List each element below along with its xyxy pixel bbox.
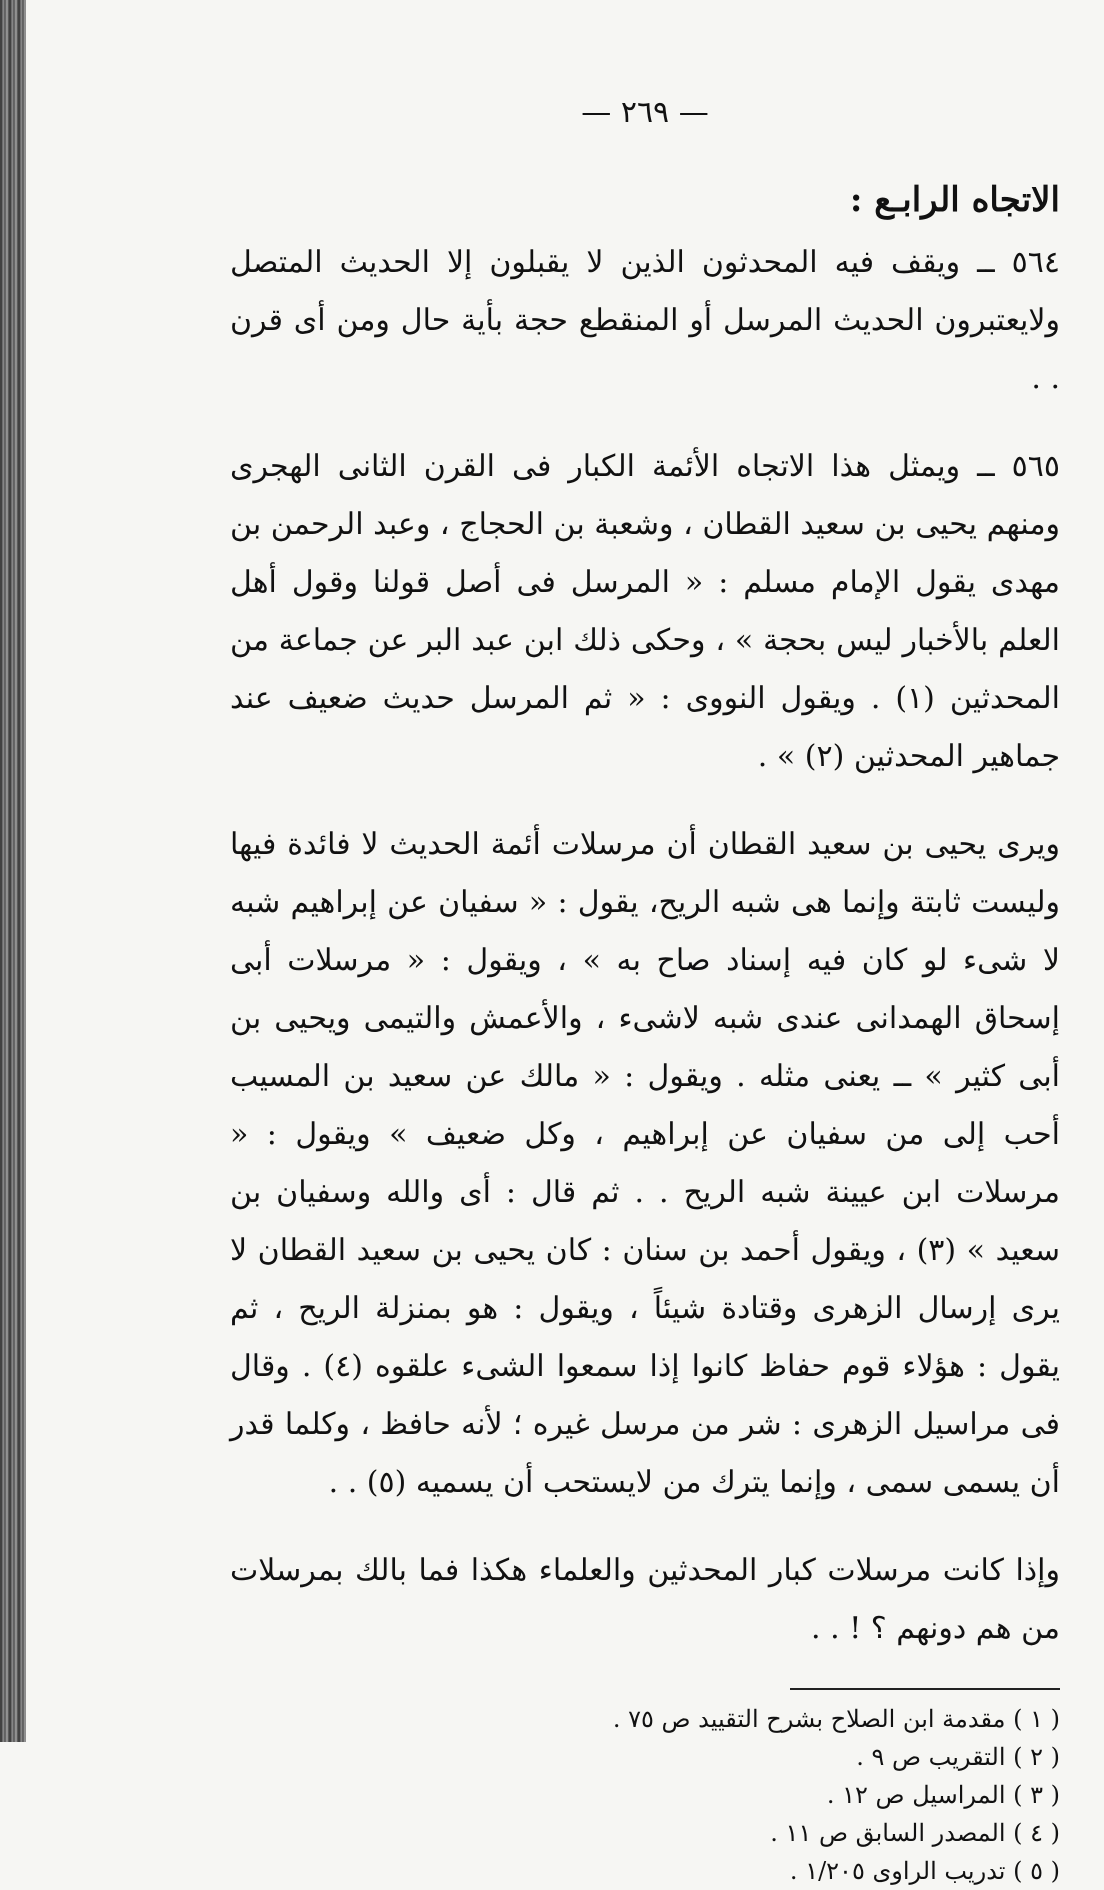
paragraph-qattan: ويرى يحيى بن سعيد القطان أن مرسلات أئمة الحديث لا فائدة فيها وليست ثابتة وإنما هى شبه الريح، يقول : « سفيان عن إبراهيم شبه لا شىء لو كان فيه إسناد صاح به » ، ويقول : « مرسلات أبى إسحاق الهمدانى عندى شبه لاشىء ، والأعمش والتيمى ويحيى بن أبى كثير » ــ يعنى مثله . ويقول : « مالك عن سعيد بن المسيب أحب إلى من سفيان عن إبراهيم ، وكل ضعيف » ويقول : « مرسلات ابن عيينة شبه الريح . . ثم قال : أى والله وسفيان بن سعيد » (٣) ، ويقول أحمد بن سنان : كان يحيى بن سعيد القطان لا يرى إرسال الزهرى وقتادة شيئاً ، ويقول : هو بمنزلة الريح ، ثم يقول : هؤلاء قوم حفاظ كانوا إذا سمعوا الشىء علقوه (٤) . وقال فى مراسيل الزهرى : شر من مرسل غيره ؛ لأنه حافظ ، وكلما قدر أن يسمى سمى ، وإنما يترك من لايستحب أن يسميه (٥) . .	[230, 827, 1060, 1500]
document-page	[230, 95, 1060, 1885]
footnote-1: ( ١ ) مقدمة ابن الصلاح بشرح التقييد ص ٧٥ .	[612, 1705, 1060, 1733]
footnote-2: ( ٢ ) التقريب ص ٩ .	[856, 1743, 1060, 1771]
footnote-4: ( ٤ ) المصدر السابق ص ١١ .	[770, 1819, 1060, 1847]
footnote-5: ( ٥ ) تدريب الراوى ١/٢٠٥ .	[789, 1857, 1060, 1885]
footnote-divider	[790, 1688, 1060, 1690]
section-heading: الاتجاه الرابـع :	[849, 180, 1060, 220]
page-number: — ٢٦٩ —	[581, 95, 709, 130]
paragraph-565: ٥٦٥ ــ ويمثل هذا الاتجاه الأئمة الكبار فى القرن الثانى الهجرى ومنهم يحيى بن سعيد القطان ، وشعبة بن الحجاج ، وعبد الرحمن بن مهدى يقول الإمام مسلم : « المرسل فى أصل قولنا وقول أهل العلم بالأخبار ليس بحجة » ، وحكى ذلك ابن عبد البر عن جماعة من المحدثين (١) . ويقول النووى : « ثم المرسل حديث ضعيف عند جماهير المحدثين (٢) » .	[230, 449, 1060, 774]
paragraph-564: ٥٦٤ ــ ويقف فيه المحدثون الذين لا يقبلون إلا الحديث المتصل ولايعتبرون الحديث المرسل أو المنقطع حجة بأية حال ومن أى قرن . .	[230, 245, 1060, 396]
footnote-3: ( ٣ ) المراسيل ص ١٢ .	[826, 1781, 1060, 1809]
paragraph-conclusion: وإذا كانت مرسلات كبار المحدثين والعلماء هكذا فما بالك بمرسلات من هم دونهم ؟ ! . .	[230, 1553, 1060, 1646]
footnotes-list	[230, 1700, 1060, 1890]
book-binding-edge	[0, 0, 26, 1742]
